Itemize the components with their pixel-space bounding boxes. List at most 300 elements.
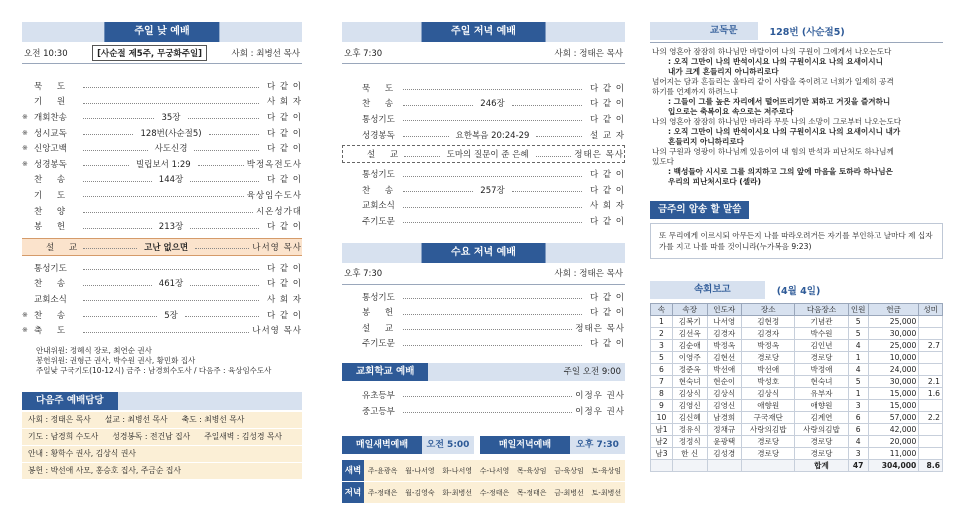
- order-person: 사 회 자: [266, 294, 302, 305]
- order-item: [22, 218, 302, 234]
- sermon-label: 설 교: [46, 242, 84, 253]
- report-row: [651, 436, 943, 448]
- report-row: [651, 376, 943, 388]
- report-cell: 30,000: [868, 328, 919, 340]
- order-item: [22, 94, 302, 110]
- order-label: 축 도: [34, 326, 72, 337]
- order-person: 다 같 이: [589, 339, 625, 350]
- order-person: 다 같 이: [266, 279, 302, 290]
- report-cell: 김현정: [742, 316, 795, 328]
- report-cell: 김순애: [672, 340, 707, 352]
- dot-leader: [403, 191, 473, 192]
- evening-sermon-row: [342, 145, 625, 163]
- dot-leader: [83, 103, 259, 104]
- sunday-evening-title: 주일 저녁 예배: [421, 22, 546, 42]
- report-cell: 윤광택: [707, 436, 742, 448]
- weekday-cell: 화-최병선: [439, 482, 476, 503]
- order-person: 다 같 이: [266, 128, 303, 139]
- school-header: [342, 363, 625, 381]
- report-cell: 5: [848, 376, 868, 388]
- weekday-row-label: 저녁: [342, 482, 364, 503]
- response-line: : 백성들아 시시로 그를 의지하고 그의 앞에 마음을 토하라 하나님은: [668, 167, 893, 176]
- dot-leader: [190, 228, 259, 229]
- order-person: 다 같 이: [589, 83, 625, 94]
- report-cell: [919, 352, 943, 364]
- report-cell: 정준옥: [672, 364, 707, 376]
- report-cell: 15,000: [868, 400, 919, 412]
- duty-row: [22, 463, 302, 480]
- report-cell: 1.6: [919, 388, 943, 400]
- report-cell: 20,000: [868, 436, 919, 448]
- report-row: [651, 352, 943, 364]
- weekday-cell: 토-최병선: [588, 482, 625, 503]
- report-total-cell: [742, 460, 795, 472]
- report-cell: 2.1: [919, 376, 943, 388]
- report-table: [650, 303, 943, 472]
- report-cell: 정채규: [707, 424, 742, 436]
- order-item: [342, 127, 625, 143]
- order-item: [342, 166, 625, 182]
- report-cell: 경로당: [795, 436, 848, 448]
- order-label: 통성기도: [34, 263, 67, 274]
- order-detail: 5장: [160, 309, 182, 321]
- report-cell: 김영신: [672, 400, 707, 412]
- evening-order: [342, 80, 625, 142]
- report-total-cell: 47: [848, 460, 868, 472]
- response-line: : 그들이 그를 높은 자리에서 떨어뜨리기만 꾀하고 거짓을 즐겨하니: [668, 97, 891, 106]
- report-cell: 1: [848, 388, 868, 400]
- report-cell: [919, 328, 943, 340]
- order-detail: 144장: [155, 173, 187, 185]
- order-person: 시온성가대: [255, 206, 302, 217]
- duty-item: 축도 : 최병선 목사: [181, 414, 245, 424]
- report-cell: 1: [848, 352, 868, 364]
- duty-row: [22, 412, 302, 429]
- order-person: 다 같 이: [266, 175, 302, 186]
- report-cell: 남3: [651, 448, 673, 460]
- report-cell: 김계연: [795, 412, 848, 424]
- sermon-label: 설 교: [367, 150, 405, 161]
- next-week-title: 다음주 예배담당: [22, 392, 118, 410]
- report-cell: 김상식: [742, 388, 795, 400]
- report-cell: [919, 316, 943, 328]
- dot-leader: [403, 345, 582, 346]
- order-label: 통성기도: [362, 114, 395, 125]
- weekday-cell: 토-육상임: [588, 460, 625, 481]
- order-label: 찬 송: [362, 99, 400, 110]
- order-of-worship: [22, 78, 302, 234]
- weekday-cell: 목-정태은: [513, 482, 550, 503]
- response-line: : 오직 그만이 나의 반석이시요 나의 구원이시요 나의 요새이시니: [668, 57, 883, 66]
- report-row: [651, 448, 943, 460]
- order-item: [342, 403, 625, 419]
- weekday-cell: 주-윤광옥: [364, 460, 401, 481]
- report-cell: 김상식: [672, 388, 707, 400]
- report-cell: 김신혜: [672, 412, 707, 424]
- weekday-services: [342, 436, 625, 504]
- order-person: 사 회 자: [266, 97, 302, 108]
- report-row: [651, 328, 943, 340]
- dot-leader: [403, 222, 582, 223]
- order-person: 정태은 목사: [575, 323, 625, 334]
- responsive-reading-header: [650, 22, 943, 40]
- dot-leader: [83, 150, 148, 151]
- report-cell: 김성경: [707, 448, 742, 460]
- dot-leader: [209, 134, 259, 135]
- order-label: 찬 송: [34, 279, 72, 290]
- order-person: 다 같 이: [589, 185, 625, 196]
- memory-title: 금주의 암송 할 말씀: [650, 201, 749, 219]
- report-cell: 박선애: [707, 364, 742, 376]
- order-item: [342, 289, 625, 305]
- report-cell: 정정식: [672, 436, 707, 448]
- report-column-header: 장소: [742, 304, 795, 316]
- order-person: 이정우 권사: [575, 406, 625, 417]
- dot-leader: [403, 120, 582, 121]
- report-row: [651, 364, 943, 376]
- report-cell: 경로당: [742, 448, 795, 460]
- report-row: [651, 400, 943, 412]
- order-item: [22, 276, 302, 292]
- report-cell: 5: [848, 316, 868, 328]
- leader-line: 나의 영혼아 잠잠히 하나님만 바랄이여 나의 구원이 그에게서 나오는도다: [652, 47, 892, 56]
- weekday-cell: 월-김영숙: [401, 482, 438, 503]
- report-cell: 구국재단: [742, 412, 795, 424]
- report-total-cell: [651, 460, 673, 472]
- report-cell: 5: [848, 328, 868, 340]
- sunday-morning-info: [22, 42, 302, 64]
- report-cell: 애향원: [795, 400, 848, 412]
- report-cell: 김경자: [707, 328, 742, 340]
- order-detail: 461장: [155, 277, 187, 289]
- report-cell: 김상식: [707, 388, 742, 400]
- weekday-cell: 금-최병선: [550, 482, 587, 503]
- marker: ※: [22, 159, 28, 168]
- order-item: [342, 336, 625, 352]
- order-item: [342, 320, 625, 336]
- leader-line: 나의 구원과 영광이 하나님께 있음이여 내 힘의 반석과 피난처도 하나님께: [652, 147, 894, 156]
- sermon-title: 도마의 질문이 준 은혜: [443, 148, 533, 160]
- school-title: 교회학교 예배: [342, 363, 428, 381]
- report-total-cell: 304,000: [868, 460, 919, 472]
- order-label: 묵 도: [34, 81, 72, 92]
- response-line: : 오직 그만이 나의 반석이시요 나의 구원이시요 나의 요새이시니 내가: [668, 127, 901, 136]
- report-cell: 1: [651, 316, 673, 328]
- order-label: 통성기도: [362, 170, 395, 181]
- report-cell: 현순이: [707, 376, 742, 388]
- dot-leader: [83, 165, 129, 166]
- order-detail: 213장: [155, 220, 187, 232]
- report-cell: 현숙녀: [795, 376, 848, 388]
- report-cell: 2: [651, 328, 673, 340]
- leader-line: 나의 영혼아 잠잠히 하나님만 바라라 무릇 나의 소망이 그로부터 나오는도다: [652, 117, 902, 126]
- order-label: 성시교독: [34, 128, 67, 139]
- report-cell: 25,000: [868, 340, 919, 352]
- report-column-header: 다음장소: [795, 304, 848, 316]
- report-cell: 3: [848, 400, 868, 412]
- order-detail: 257장: [476, 184, 508, 196]
- report-total-cell: [672, 460, 707, 472]
- weekday-row: [342, 482, 625, 504]
- dot-leader: [403, 136, 449, 137]
- duty-item: 안내 : 황학수 권사, 김상식 권사: [28, 448, 136, 458]
- report-cell: 10: [651, 412, 673, 424]
- dawn-title: 매일새벽예배: [342, 436, 422, 454]
- weekday-cell: 금-육상임: [550, 460, 587, 481]
- marker: ※: [22, 144, 28, 153]
- leader-line: 하기를 언제까지 하려느냐: [652, 87, 738, 96]
- service-leader: 사회 : 정태은 목사: [554, 269, 623, 280]
- dot-leader: [403, 396, 572, 397]
- duty-item: 봉헌 : 박선애 사모, 홍승호 집사, 주금순 집사: [28, 465, 181, 475]
- order-label: 신앙고백: [34, 144, 67, 155]
- order-person: 다 같 이: [589, 99, 625, 110]
- dot-leader: [403, 298, 582, 299]
- order-label: 찬 송: [34, 175, 72, 186]
- dot-leader: [403, 314, 582, 315]
- responsive-title: 교독문: [650, 22, 758, 40]
- sunday-evening-info: [342, 42, 625, 64]
- report-cell: 사랑의김밥: [795, 424, 848, 436]
- dot-leader: [403, 89, 582, 90]
- duty-row: [22, 429, 302, 446]
- order-item: [342, 80, 625, 96]
- sunday-evening-header: [342, 22, 625, 42]
- order-label: 교회소식: [34, 294, 67, 305]
- evening-order-2: [342, 166, 625, 228]
- order-label: 봉 헌: [362, 308, 400, 319]
- order-item: [22, 307, 302, 323]
- memory-verse: 또 무리에게 이르시되 아무든지 나를 따라오려거든 자기를 부인하고 날마다 제 십자가를 지고 나를 따를 것이니라(누가복음 9:23): [650, 223, 943, 259]
- dot-leader: [403, 207, 582, 208]
- report-cell: 경로당: [742, 436, 795, 448]
- service-leader: 사회 : 최병선 목사: [231, 48, 300, 59]
- note-line: 안내위원: 정혜식 장로, 최연순 권사: [36, 345, 152, 355]
- dot-leader: [83, 316, 157, 317]
- dot-leader: [83, 118, 154, 119]
- report-cell: 기념관: [795, 316, 848, 328]
- sermon-title: 고난 없으면: [140, 241, 192, 253]
- report-cell: 김인년: [795, 340, 848, 352]
- order-person: 다 같 이: [266, 310, 302, 321]
- order-person: 이정우 권사: [575, 390, 625, 401]
- service-leader: 사회 : 정태은 목사: [554, 48, 623, 59]
- report-cell: 5: [651, 352, 673, 364]
- duty-item: 주일새벽 : 김성경 목사: [204, 431, 283, 441]
- report-cell: 25,000: [868, 316, 919, 328]
- order-label: 봉 헌: [34, 222, 72, 233]
- evening-daily-time: 오후 7:30: [570, 436, 625, 454]
- marker: ※: [22, 326, 28, 335]
- wednesday-header: [342, 243, 625, 263]
- report-cell: 15,000: [868, 388, 919, 400]
- next-week-header: [22, 392, 302, 410]
- order-item: [22, 203, 302, 219]
- order-label: 유초등부: [362, 390, 395, 401]
- order-detail: 128번(사순절5): [136, 127, 205, 139]
- report-cell: 현숙녀: [672, 376, 707, 388]
- report-total-cell: 합계: [795, 460, 848, 472]
- order-of-worship-2: [22, 260, 302, 338]
- service-time: 오전 10:30: [24, 48, 68, 59]
- order-item: [342, 198, 625, 214]
- dot-leader: [83, 269, 259, 270]
- order-person: 다 같 이: [589, 292, 625, 303]
- report-cell: 이영주: [672, 352, 707, 364]
- report-cell: [919, 424, 943, 436]
- next-week-duties: [22, 412, 302, 480]
- order-item: [22, 322, 302, 338]
- order-label: 주기도문: [362, 339, 395, 350]
- dot-leader: [512, 105, 582, 106]
- weekday-cell: 월-나서영: [401, 460, 438, 481]
- dot-leader: [512, 191, 582, 192]
- report-cell: 7: [651, 376, 673, 388]
- report-column-header: 속장: [672, 304, 707, 316]
- report-cell: 24,000: [868, 364, 919, 376]
- right-column: [650, 0, 943, 472]
- report-cell: 8: [651, 388, 673, 400]
- order-item: [22, 140, 302, 156]
- responsive-ref: 128번 (사순절5): [769, 27, 845, 38]
- sunday-morning-header: [22, 22, 302, 42]
- order-label: 주기도문: [362, 216, 395, 227]
- dot-leader: [83, 134, 133, 135]
- leader-line: 있도다: [652, 157, 675, 166]
- report-cell: 10,000: [868, 352, 919, 364]
- dot-leader: [403, 329, 572, 330]
- weekday-row-label: 새벽: [342, 460, 364, 481]
- report-row: [651, 412, 943, 424]
- memory-header: [650, 201, 943, 219]
- order-label: 묵 도: [362, 83, 400, 94]
- sermon-preacher: 나서영 목사: [252, 242, 302, 253]
- evening-column: [342, 0, 625, 504]
- duty-item: 설교 : 최병선 목사: [104, 414, 168, 424]
- order-person: 설 교 자: [589, 130, 625, 141]
- report-row: [651, 316, 943, 328]
- report-row: [651, 340, 943, 352]
- order-label: 기 원: [34, 97, 72, 108]
- weekday-cell: 수-나서영: [476, 460, 513, 481]
- order-person: 육상임수도사: [246, 190, 302, 201]
- order-person: 다 같 이: [266, 222, 302, 233]
- report-cell: 경로당: [795, 352, 848, 364]
- dot-leader: [403, 105, 473, 106]
- order-person: 다 같 이: [589, 216, 625, 227]
- order-person: 다 같 이: [266, 263, 302, 274]
- dot-leader: [83, 212, 253, 213]
- report-cell: 11,000: [868, 448, 919, 460]
- order-item: [22, 109, 302, 125]
- report-cell: 박성호: [742, 376, 795, 388]
- report-column-header: 헌금: [868, 304, 919, 316]
- order-person: 다 같 이: [266, 81, 302, 92]
- report-cell: 3: [651, 340, 673, 352]
- order-label: 찬 송: [34, 310, 72, 321]
- order-person: 다 같 이: [266, 112, 302, 123]
- report-cell: 30,000: [868, 376, 919, 388]
- order-person: 다 같 이: [266, 144, 303, 155]
- report-cell: 2.7: [919, 340, 943, 352]
- school-time: 주일 오전 9:00: [563, 367, 621, 378]
- notes: [22, 346, 302, 376]
- order-detail: 요한복음 20:24-29: [452, 129, 534, 141]
- report-row: [651, 424, 943, 436]
- report-cell: [919, 448, 943, 460]
- order-item: [22, 125, 302, 141]
- order-label: 찬 송: [362, 185, 400, 196]
- weekday-cell: 주-정태은: [364, 482, 401, 503]
- order-label: 기 도: [34, 190, 72, 201]
- report-cell: 한 신: [672, 448, 707, 460]
- report-column-header: 속: [651, 304, 673, 316]
- dot-leader: [198, 165, 244, 166]
- duty-item: 성경봉독 : 전건남 집사: [112, 431, 191, 441]
- report-cell: 김현선: [707, 352, 742, 364]
- report-cell: [919, 436, 943, 448]
- school-order: [342, 387, 625, 418]
- report-cell: 박수원: [795, 328, 848, 340]
- report-cell: 4: [848, 340, 868, 352]
- order-item: [342, 213, 625, 229]
- order-item: [342, 111, 625, 127]
- report-row: [651, 388, 943, 400]
- report-total-row: [651, 460, 943, 472]
- order-item: [22, 260, 302, 276]
- order-item: [342, 182, 625, 198]
- sermon-row: [22, 238, 302, 256]
- report-cell: 42,000: [868, 424, 919, 436]
- report-cell: 경로당: [742, 352, 795, 364]
- report-cell: 4: [848, 436, 868, 448]
- report-cell: 남2: [651, 436, 673, 448]
- order-item: [22, 78, 302, 94]
- dot-leader: [185, 316, 259, 317]
- order-label: 중고등부: [362, 406, 395, 417]
- dot-leader: [190, 181, 259, 182]
- leader-line: 넘어지는 담과 흔들리는 울타리 같이 사람을 죽이려고 너희가 일제히 공격: [652, 77, 894, 86]
- dot-leader: [83, 228, 152, 229]
- sunday-morning-title: 주일 낮 예배: [104, 22, 219, 42]
- marker: ※: [22, 128, 28, 137]
- wednesday-title: 수요 저녁 예배: [421, 243, 546, 263]
- report-cell: [919, 364, 943, 376]
- service-time: 오후 7:30: [344, 269, 383, 280]
- order-item: [342, 387, 625, 403]
- order-detail: 사도신경: [151, 142, 192, 154]
- report-column-header: 인원: [848, 304, 868, 316]
- dot-leader: [403, 176, 582, 177]
- order-label: 교회소식: [362, 201, 395, 212]
- duty-row: [22, 446, 302, 463]
- report-column-header: 인도자: [707, 304, 742, 316]
- order-person: 박정옥전도사: [246, 159, 303, 170]
- wednesday-info: [342, 263, 625, 285]
- report-title: 속회보고: [650, 281, 765, 299]
- note-line: 봉헌위원: 권형근 권사, 박수원 권사, 황민화 집사: [36, 355, 196, 365]
- order-item: [22, 187, 302, 203]
- order-person: 사 회 자: [589, 201, 625, 212]
- weekday-cell: 목-육상임: [513, 460, 550, 481]
- dot-leader: [83, 285, 152, 286]
- report-cell: 3: [848, 448, 868, 460]
- wednesday-order: [342, 289, 625, 351]
- report-cell: 6: [651, 364, 673, 376]
- report-total-cell: [707, 460, 742, 472]
- report-cell: [919, 400, 943, 412]
- dot-leader: [83, 332, 249, 333]
